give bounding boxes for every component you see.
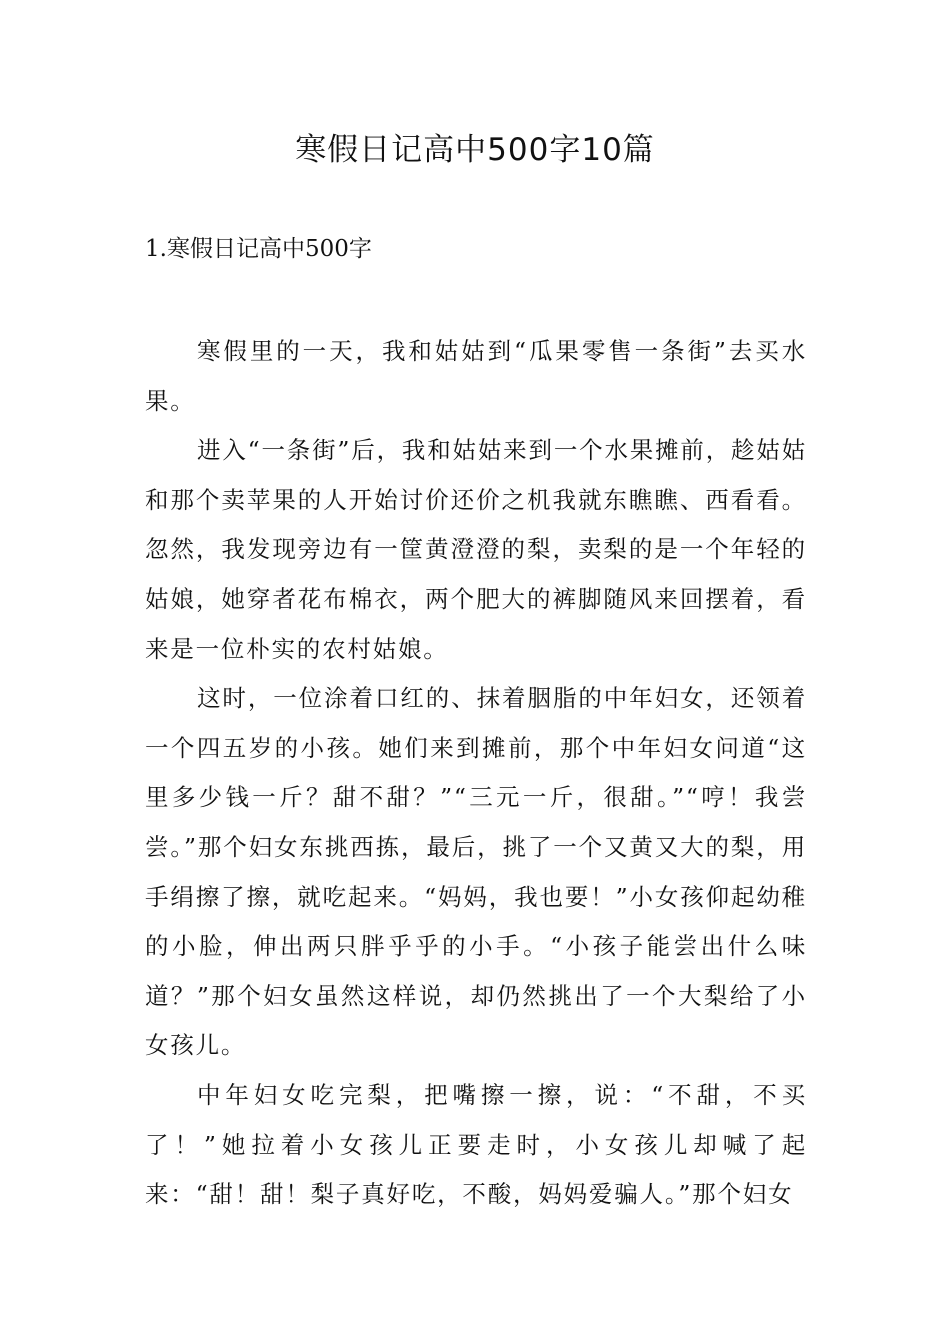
- document-title: 寒假日记高中500字10篇: [295, 132, 655, 168]
- paragraph: 这时，一位涂着口红的、抹着胭脂的中年妇女，还领着一个四五岁的小孩。她们来到摊前，那个中年妇女问道“这里多少钱一斤？甜不甜？”“三元一斤，很甜。”“哼！我尝尝。”那个妇女东挑西拣，最后，挑了一个又黄又大的梨，用手绢擦了擦，就吃起来。“妈妈，我也要！”小女孩仰起幼稚的小脸，伸出两只胖乎乎的小手。“小孩子能尝出什么味道？”那个妇女虽然这样说，却仍然挑出了一个大梨给了小女孩儿。: [145, 684, 807, 1060]
- article-body: [145, 327, 807, 1220]
- paragraph: 进入“一条街”后，我和姑姑来到一个水果摊前，趁姑姑和那个卖苹果的人开始讨价还价之机我就东瞧瞧、西看看。忽然，我发现旁边有一筐黄澄澄的梨，卖梨的是一个年轻的姑娘，她穿者花布棉衣，两个肥大的裤脚随风来回摆着，看来是一位朴实的农村姑娘。: [145, 436, 807, 663]
- paragraph: 中年妇女吃完梨，把嘴擦一擦，说：“不甜，不买了！”她拉着小女孩儿正要走时，小女孩儿却喊了起来：“甜！甜！梨子真好吃，不酸，妈妈爱骗人。”那个妇女: [145, 1080, 807, 1209]
- section-heading: 1.寒假日记高中500字: [145, 236, 372, 262]
- paragraph: 寒假里的一天，我和姑姑到“瓜果零售一条街”去买水果。: [145, 337, 807, 415]
